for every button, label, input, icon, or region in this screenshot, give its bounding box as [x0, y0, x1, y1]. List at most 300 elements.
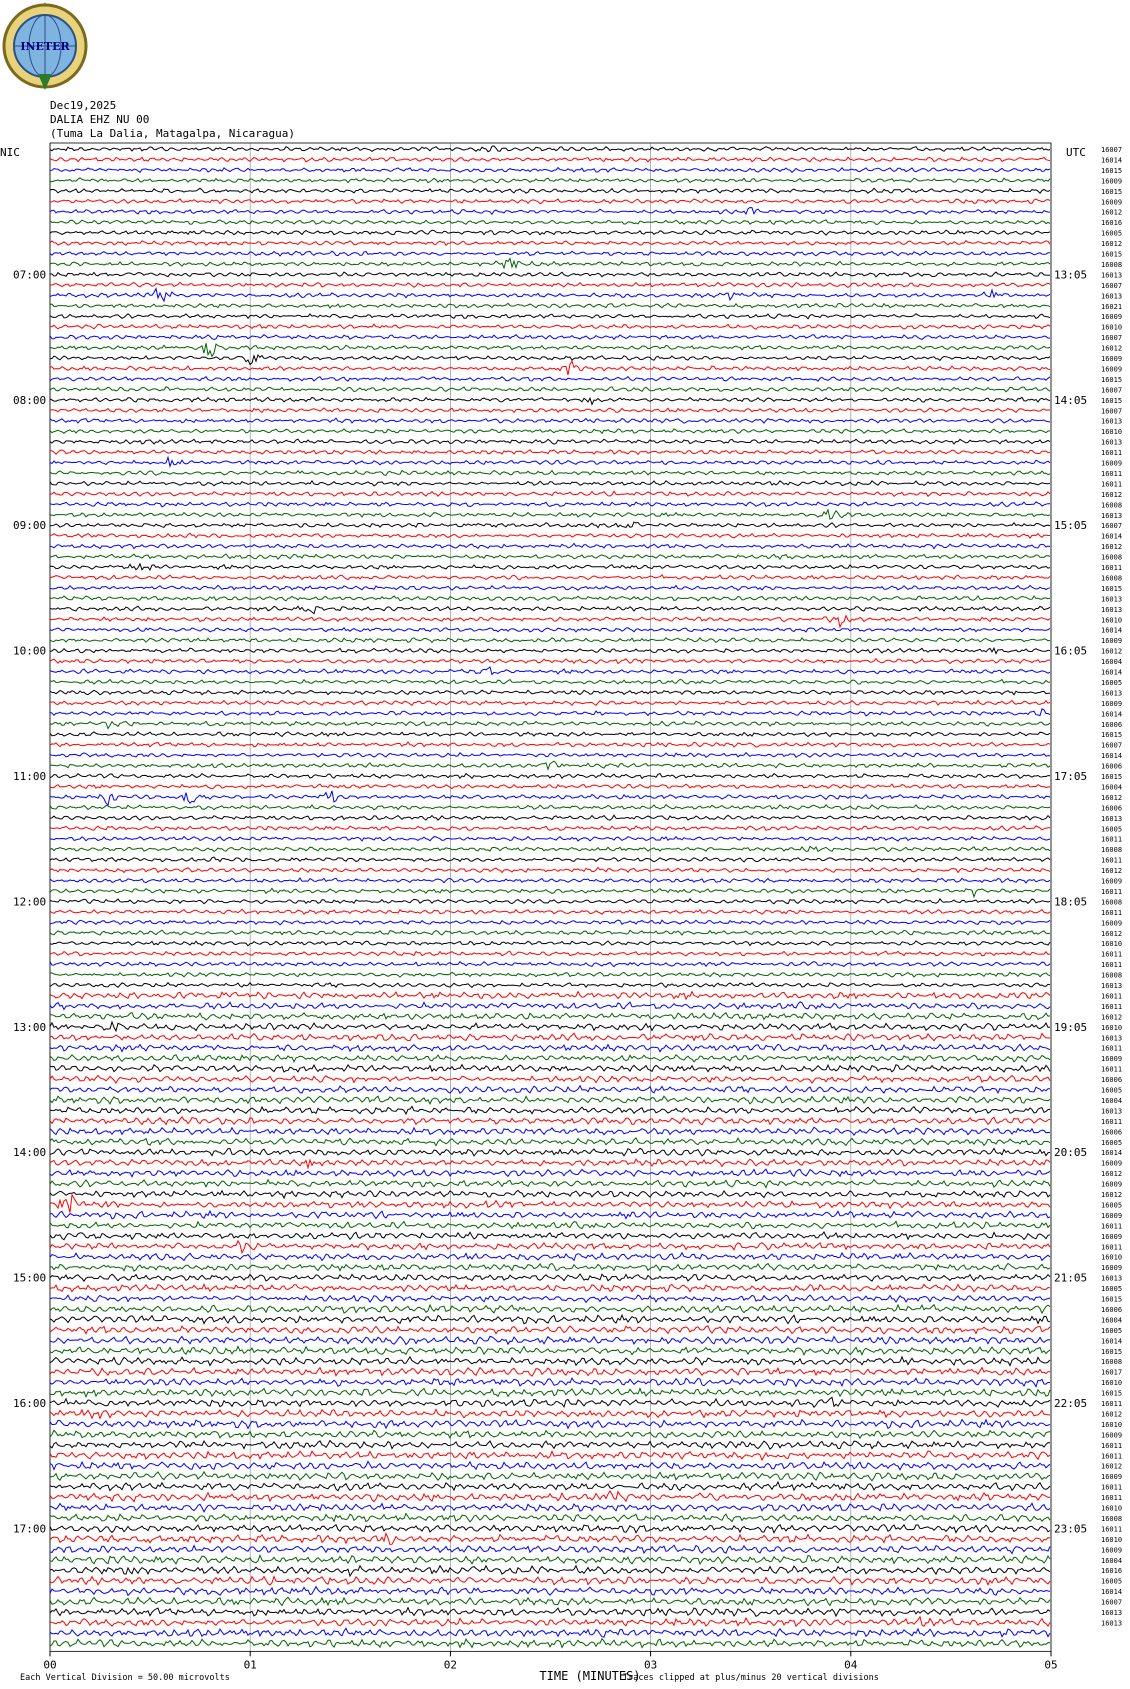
trace-scale-value: 16015 [1101, 396, 1123, 405]
local-hour-label: 16:00 [13, 1397, 47, 1410]
trace-scale-value: 16011 [1101, 564, 1123, 572]
trace-scale-value: 16007 [1101, 1598, 1123, 1607]
trace-scale-value: 16012 [1101, 929, 1123, 938]
trace-scale-value: 16008 [1101, 846, 1123, 855]
trace-scale-value: 16008 [1101, 971, 1123, 980]
trace-line [50, 1451, 1050, 1460]
trace-line [50, 335, 1050, 340]
local-hour-label: 12:00 [13, 895, 47, 909]
trace-scale-value: 16014 [1101, 1149, 1123, 1158]
trace-line [50, 418, 1050, 423]
trace-line [50, 1274, 1050, 1281]
trace-line [50, 742, 1050, 747]
local-hour-label: 09:00 [13, 519, 47, 533]
utc-hour-label: 22:05 [1054, 1397, 1088, 1410]
trace-scale-value: 16006 [1101, 1076, 1123, 1085]
trace-scale-value: 16015 [1101, 1389, 1123, 1398]
trace-line [50, 773, 1050, 778]
trace-scale-value: 16014 [1101, 710, 1123, 719]
trace-scale-value: 16015 [1101, 1295, 1123, 1304]
trace-line [50, 1033, 1050, 1041]
trace-line [50, 1514, 1050, 1522]
trace-scale-value: 16005 [1101, 1138, 1123, 1147]
trace-scale-value: 16012 [1101, 1191, 1123, 1199]
trace-line [50, 491, 1050, 496]
x-tick-label: 05 [1044, 1658, 1058, 1672]
trace-scale-value: 16011 [1101, 1044, 1123, 1053]
trace-line [50, 1368, 1050, 1377]
trace-line [50, 972, 1050, 977]
trace-line [50, 387, 1050, 392]
trace-line [50, 377, 1050, 382]
trace-scale-value: 16005 [1101, 1285, 1123, 1294]
trace-line [50, 1013, 1050, 1020]
seismic-traces [50, 146, 1050, 1648]
trace-scale-value: 16013 [1101, 292, 1123, 301]
utc-hour-label: 14:05 [1054, 393, 1088, 407]
trace-scale-value: 16015 [1101, 187, 1123, 196]
trace-line [50, 857, 1050, 862]
trace-scale-value: 16017 [1101, 1368, 1123, 1377]
trace-scale-value: 16014 [1101, 626, 1123, 635]
trace-scale-value: 16011 [1101, 1243, 1123, 1252]
trace-line [50, 1211, 1050, 1219]
trace-line [50, 343, 1050, 356]
trace-scale-value: 16011 [1101, 1452, 1123, 1461]
trace-scale-value: 16012 [1101, 490, 1123, 499]
trace-scale-value: 16008 [1101, 574, 1123, 583]
trace-scale-value: 16012 [1101, 344, 1123, 353]
trace-scale-value: 16011 [1101, 1494, 1123, 1503]
trace-scale-value: 16008 [1101, 501, 1123, 510]
local-timezone-label: NIC [0, 146, 20, 159]
trace-scale-value: 16005 [1101, 1577, 1123, 1586]
trace-scale-value: 16011 [1101, 1065, 1123, 1074]
trace-line [50, 1577, 1050, 1586]
trace-line [50, 397, 1050, 404]
trace-line [50, 962, 1050, 967]
trace-scale-value: 16006 [1101, 762, 1123, 771]
trace-line [50, 1295, 1050, 1302]
trace-line [50, 732, 1050, 737]
x-tick-label: 02 [443, 1658, 458, 1672]
trace-line [50, 1232, 1050, 1240]
trace-line [50, 230, 1050, 235]
trace-line [50, 1420, 1050, 1429]
trace-line [50, 1441, 1050, 1450]
trace-scale-value: 16008 [1101, 898, 1123, 907]
trace-scale-value: 16005 [1101, 678, 1123, 687]
trace-scale-value: 16009 [1101, 877, 1123, 886]
trace-line [50, 753, 1050, 758]
trace-scale-value: 16013 [1101, 689, 1123, 698]
trace-scale-value: 16009 [1101, 699, 1123, 708]
trace-line [50, 616, 1050, 627]
trace-line [50, 628, 1050, 632]
trace-line [50, 408, 1050, 413]
trace-line [50, 868, 1050, 873]
trace-scale-value: 16010 [1101, 1253, 1123, 1262]
trace-line [50, 1022, 1050, 1031]
trace-scale-value: 16016 [1101, 1567, 1123, 1576]
trace-scale-value: 16012 [1101, 1170, 1123, 1179]
trace-scale-value: 16011 [1101, 1222, 1123, 1231]
trace-scale-value: 16004 [1101, 783, 1123, 792]
trace-line [50, 146, 1050, 152]
trace-line [50, 289, 1050, 302]
trace-scale-value: 16013 [1101, 595, 1123, 604]
trace-line [50, 259, 1050, 269]
trace-scale-value: 16013 [1101, 271, 1123, 280]
trace-line [50, 1241, 1050, 1253]
utc-hour-label: 17:05 [1054, 770, 1088, 783]
trace-scale-value: 16015 [1101, 773, 1123, 781]
trace-scale-value: 16014 [1101, 1588, 1123, 1597]
trace-scale-value: 16004 [1101, 658, 1123, 667]
trace-line [50, 648, 1050, 653]
trace-scale-value: 16015 [1101, 1347, 1123, 1356]
trace-line [50, 815, 1050, 820]
trace-line [50, 1597, 1050, 1605]
trace-scale-value: 16015 [1101, 250, 1123, 259]
trace-scale-value: 16011 [1101, 1525, 1123, 1534]
trace-line [50, 554, 1050, 559]
trace-line [50, 543, 1050, 548]
trace-scale-value: 16012 [1101, 647, 1123, 656]
trace-line [50, 1346, 1050, 1354]
trace-scale-value: 16010 [1101, 1420, 1123, 1429]
trace-line [50, 1065, 1050, 1072]
trace-scale-value: 16008 [1101, 260, 1123, 269]
trace-scale-value: 16009 [1101, 1546, 1123, 1555]
trace-scale-value: 16009 [1101, 1431, 1123, 1440]
trace-line [50, 1397, 1050, 1407]
trace-scale-value: 16014 [1101, 156, 1123, 165]
trace-scale-value: 16006 [1101, 720, 1123, 729]
trace-scale-value: 16012 [1101, 208, 1123, 217]
trace-line [50, 1409, 1050, 1418]
trace-scale-value: 16004 [1101, 1316, 1123, 1325]
trace-scale-value: 16006 [1101, 1305, 1123, 1314]
trace-line [50, 1326, 1050, 1334]
trace-scale-value: 16011 [1101, 1117, 1123, 1126]
trace-scale-value: 16011 [1101, 908, 1123, 917]
trace-line [50, 983, 1050, 988]
trace-scale-value: 16014 [1101, 752, 1123, 761]
trace-scale-value: 16008 [1101, 1514, 1123, 1523]
trace-line [50, 1221, 1050, 1228]
local-hour-label: 10:00 [13, 644, 47, 658]
local-hour-label: 15:00 [13, 1271, 47, 1285]
trace-scale-value: 16013 [1101, 1107, 1123, 1116]
station-location: (Tuma La Dalia, Matagalpa, Nicaragua) [50, 127, 296, 140]
trace-scale-value: 16008 [1101, 553, 1123, 562]
trace-line [50, 510, 1050, 519]
trace-scale-value: 16009 [1101, 365, 1123, 374]
trace-scale-value: 16013 [1101, 605, 1123, 614]
trace-scale-value: 16012 [1101, 1462, 1123, 1471]
clip-note: Traces clipped at plus/minus 20 vertical divisions [623, 1673, 879, 1683]
trace-scale-value: 16012 [1101, 867, 1123, 876]
trace-line [50, 1305, 1050, 1313]
trace-scale-value: 16009 [1101, 198, 1123, 207]
trace-line [50, 157, 1050, 162]
trace-line [50, 575, 1050, 580]
trace-line [50, 481, 1050, 486]
trace-scale-value: 16004 [1101, 1556, 1123, 1565]
trace-scale-value: 16011 [1101, 480, 1123, 489]
utc-hour-label: 20:05 [1054, 1146, 1088, 1160]
trace-line [50, 826, 1050, 831]
trace-scale-value: 16006 [1101, 804, 1123, 813]
trace-line [50, 1388, 1050, 1396]
trace-line [50, 1555, 1050, 1564]
trace-line [50, 522, 1050, 528]
trace-scale-value: 16009 [1101, 355, 1123, 363]
trace-line [50, 941, 1050, 946]
x-tick-label: 01 [243, 1658, 257, 1672]
local-hour-label: 11:00 [13, 770, 47, 783]
trace-line [50, 1378, 1050, 1387]
trace-scale-value: 16009 [1101, 1159, 1123, 1168]
utc-hour-label: 16:05 [1054, 644, 1088, 658]
trace-line [50, 909, 1050, 914]
trace-line [50, 1628, 1050, 1637]
trace-line [50, 1357, 1050, 1366]
trace-line [50, 606, 1050, 613]
trace-line [50, 168, 1050, 173]
trace-line [50, 992, 1050, 1000]
trace-scale-value: 16013 [1101, 1619, 1123, 1628]
trace-line [50, 1117, 1050, 1125]
trace-line [50, 564, 1050, 570]
trace-scale-value: 16004 [1101, 1096, 1123, 1105]
trace-line [50, 314, 1050, 319]
trace-scale-value: 16005 [1101, 1086, 1123, 1095]
trace-scale-value: 16015 [1101, 584, 1123, 593]
trace-scale-value: 16014 [1101, 668, 1123, 677]
trace-line [50, 324, 1050, 329]
local-hour-label: 07:00 [13, 268, 47, 282]
station-code: DALIA EHZ NU 00 [50, 113, 150, 126]
trace-line [50, 1284, 1050, 1291]
local-hour-label: 13:00 [13, 1020, 47, 1034]
trace-line [50, 1525, 1050, 1533]
trace-scale-value: 16011 [1101, 856, 1123, 865]
trace-line [50, 178, 1050, 183]
trace-scale-value: 16009 [1101, 1232, 1123, 1241]
trace-line [50, 272, 1050, 277]
trace-line [50, 1617, 1050, 1626]
trace-line [50, 846, 1050, 851]
trace-scale-value: 16012 [1101, 793, 1123, 802]
trace-line [50, 1545, 1050, 1553]
trace-scale-value: 16011 [1101, 1441, 1123, 1450]
trace-scale-value: 16012 [1101, 240, 1123, 249]
trace-scale-value: 16013 [1101, 417, 1123, 426]
trace-line [50, 721, 1050, 728]
trace-scale-value: 16011 [1101, 835, 1123, 844]
trace-scale-value: 16012 [1101, 543, 1123, 552]
trace-scale-value: 16009 [1101, 1180, 1123, 1189]
trace-line [50, 659, 1050, 664]
trace-line [50, 1482, 1050, 1491]
trace-scale-value: 16012 [1101, 1410, 1123, 1419]
trace-line [50, 450, 1050, 455]
trace-line [50, 1430, 1050, 1438]
utc-hour-label: 15:05 [1054, 519, 1088, 533]
trace-scale-value: 16009 [1101, 177, 1123, 186]
trace-line [50, 899, 1050, 904]
trace-scale-value: 16013 [1101, 511, 1123, 520]
trace-line [50, 761, 1050, 769]
trace-line [50, 303, 1050, 308]
x-tick-label: 00 [43, 1658, 57, 1672]
trace-scale-value: 16007 [1101, 407, 1123, 416]
trace-scale-value: 16013 [1101, 814, 1123, 823]
trace-line [50, 1159, 1050, 1168]
trace-line [50, 1263, 1050, 1271]
trace-scale-value: 16009 [1101, 1473, 1123, 1482]
trace-scale-value: 16012 [1101, 1013, 1123, 1022]
trace-line [50, 188, 1050, 193]
trace-line [50, 199, 1050, 204]
trace-scale-value: 16010 [1101, 323, 1123, 332]
trace-scale-value: 16007 [1101, 522, 1123, 531]
trace-scale-value: 16007 [1101, 146, 1123, 154]
scale-note: Each Vertical Division = 50.00 microvolts [20, 1673, 230, 1683]
trace-line [50, 878, 1050, 883]
trace-line [50, 251, 1050, 256]
logo-text: INETER [20, 40, 70, 53]
trace-scale-value: 16021 [1101, 302, 1123, 311]
trace-line [50, 888, 1050, 896]
trace-scale-value: 16010 [1101, 1504, 1123, 1513]
trace-scale-value: 16005 [1101, 1326, 1123, 1335]
trace-line [50, 1587, 1050, 1596]
trace-scale-value: 16005 [1101, 1201, 1123, 1210]
trace-line [50, 1138, 1050, 1146]
trace-scale-value: 16013 [1101, 1034, 1123, 1043]
local-hour-label: 17:00 [13, 1522, 47, 1536]
trace-scale-value: 16015 [1101, 731, 1123, 740]
trace-line [50, 1503, 1050, 1512]
trace-line [50, 680, 1050, 685]
trace-scale-value: 16009 [1101, 919, 1123, 928]
trace-scale-value: 16010 [1101, 1023, 1123, 1032]
trace-line [50, 784, 1050, 789]
trace-line [50, 805, 1050, 810]
trace-scale-value: 16008 [1101, 1358, 1123, 1367]
trace-scale-value: 16005 [1101, 229, 1123, 238]
trace-line [50, 1096, 1050, 1104]
trace-line [50, 355, 1050, 364]
trace-scale-value: 16010 [1101, 1535, 1123, 1544]
trace-line [50, 1127, 1050, 1135]
trace-line [50, 361, 1050, 375]
trace-line [50, 596, 1050, 601]
trace-line [50, 1044, 1050, 1051]
local-hour-label: 08:00 [13, 393, 47, 407]
trace-scale-value: 16016 [1101, 219, 1123, 228]
trace-line [50, 690, 1050, 695]
trace-scale-value: 16011 [1101, 449, 1123, 458]
utc-timezone-label: UTC [1066, 146, 1086, 159]
trace-scale-value: 16011 [1101, 1483, 1123, 1492]
trace-scale-value: 16011 [1101, 992, 1123, 1001]
trace-line [50, 429, 1050, 434]
x-tick-label: 03 [643, 1658, 658, 1672]
utc-hour-label: 13:05 [1054, 268, 1088, 282]
trace-scale-value: 16006 [1101, 1128, 1123, 1137]
trace-scale-value: 16014 [1101, 532, 1123, 541]
trace-line [50, 1180, 1050, 1188]
trace-line [50, 471, 1050, 476]
trace-line [50, 667, 1050, 674]
utc-hour-label: 18:05 [1054, 895, 1088, 909]
trace-scale-value: 16014 [1101, 1337, 1123, 1346]
trace-scale-value: 16007 [1101, 281, 1123, 290]
trace-line [50, 457, 1050, 466]
trace-scale-value: 16010 [1101, 616, 1123, 625]
trace-line [50, 1253, 1050, 1261]
trace-line [50, 1608, 1050, 1617]
trace-line [50, 1315, 1050, 1324]
trace-scale-value: 16015 [1101, 166, 1123, 175]
trace-line [50, 951, 1050, 956]
trace-line [50, 585, 1050, 590]
trace-scale-value: 16013 [1101, 438, 1123, 447]
trace-scale-value: 16015 [1101, 375, 1123, 384]
trace-line [50, 1086, 1050, 1094]
trace-line [50, 930, 1050, 935]
trace-scale-value: 16005 [1101, 825, 1123, 834]
trace-line [50, 241, 1050, 246]
trace-line [50, 1491, 1050, 1502]
trace-line [50, 791, 1050, 805]
utc-hour-label: 19:05 [1054, 1020, 1088, 1034]
trace-scale-value: 16010 [1101, 428, 1123, 437]
trace-line [50, 1190, 1050, 1198]
trace-line [50, 700, 1050, 705]
trace-line [50, 1055, 1050, 1062]
trace-scale-value: 16009 [1101, 1211, 1123, 1220]
trace-scale-value: 16010 [1101, 940, 1123, 949]
x-tick-label: 04 [844, 1658, 858, 1672]
trace-line [50, 220, 1050, 225]
trace-scale-value: 16009 [1101, 313, 1123, 322]
trace-line [50, 1195, 1050, 1213]
trace-scale-value: 16011 [1101, 1400, 1123, 1408]
trace-line [50, 1336, 1050, 1344]
trace-scale-value: 16007 [1101, 741, 1123, 750]
trace-line [50, 920, 1050, 925]
trace-scale-value: 16013 [1101, 1274, 1123, 1283]
trace-scale-value: 16009 [1101, 637, 1123, 646]
trace-line [50, 439, 1050, 444]
trace-scale-value: 16011 [1101, 1002, 1123, 1011]
trace-scale-value: 16013 [1101, 1609, 1123, 1617]
trace-line [50, 1002, 1050, 1010]
trace-line [50, 1076, 1050, 1084]
trace-line [50, 638, 1050, 643]
trace-line [50, 1639, 1050, 1648]
trace-line [50, 1566, 1050, 1576]
trace-line [50, 1169, 1050, 1177]
trace-line [50, 282, 1050, 287]
trace-line [50, 1107, 1050, 1115]
x-axis-title: TIME (MINUTES) [539, 1669, 641, 1683]
